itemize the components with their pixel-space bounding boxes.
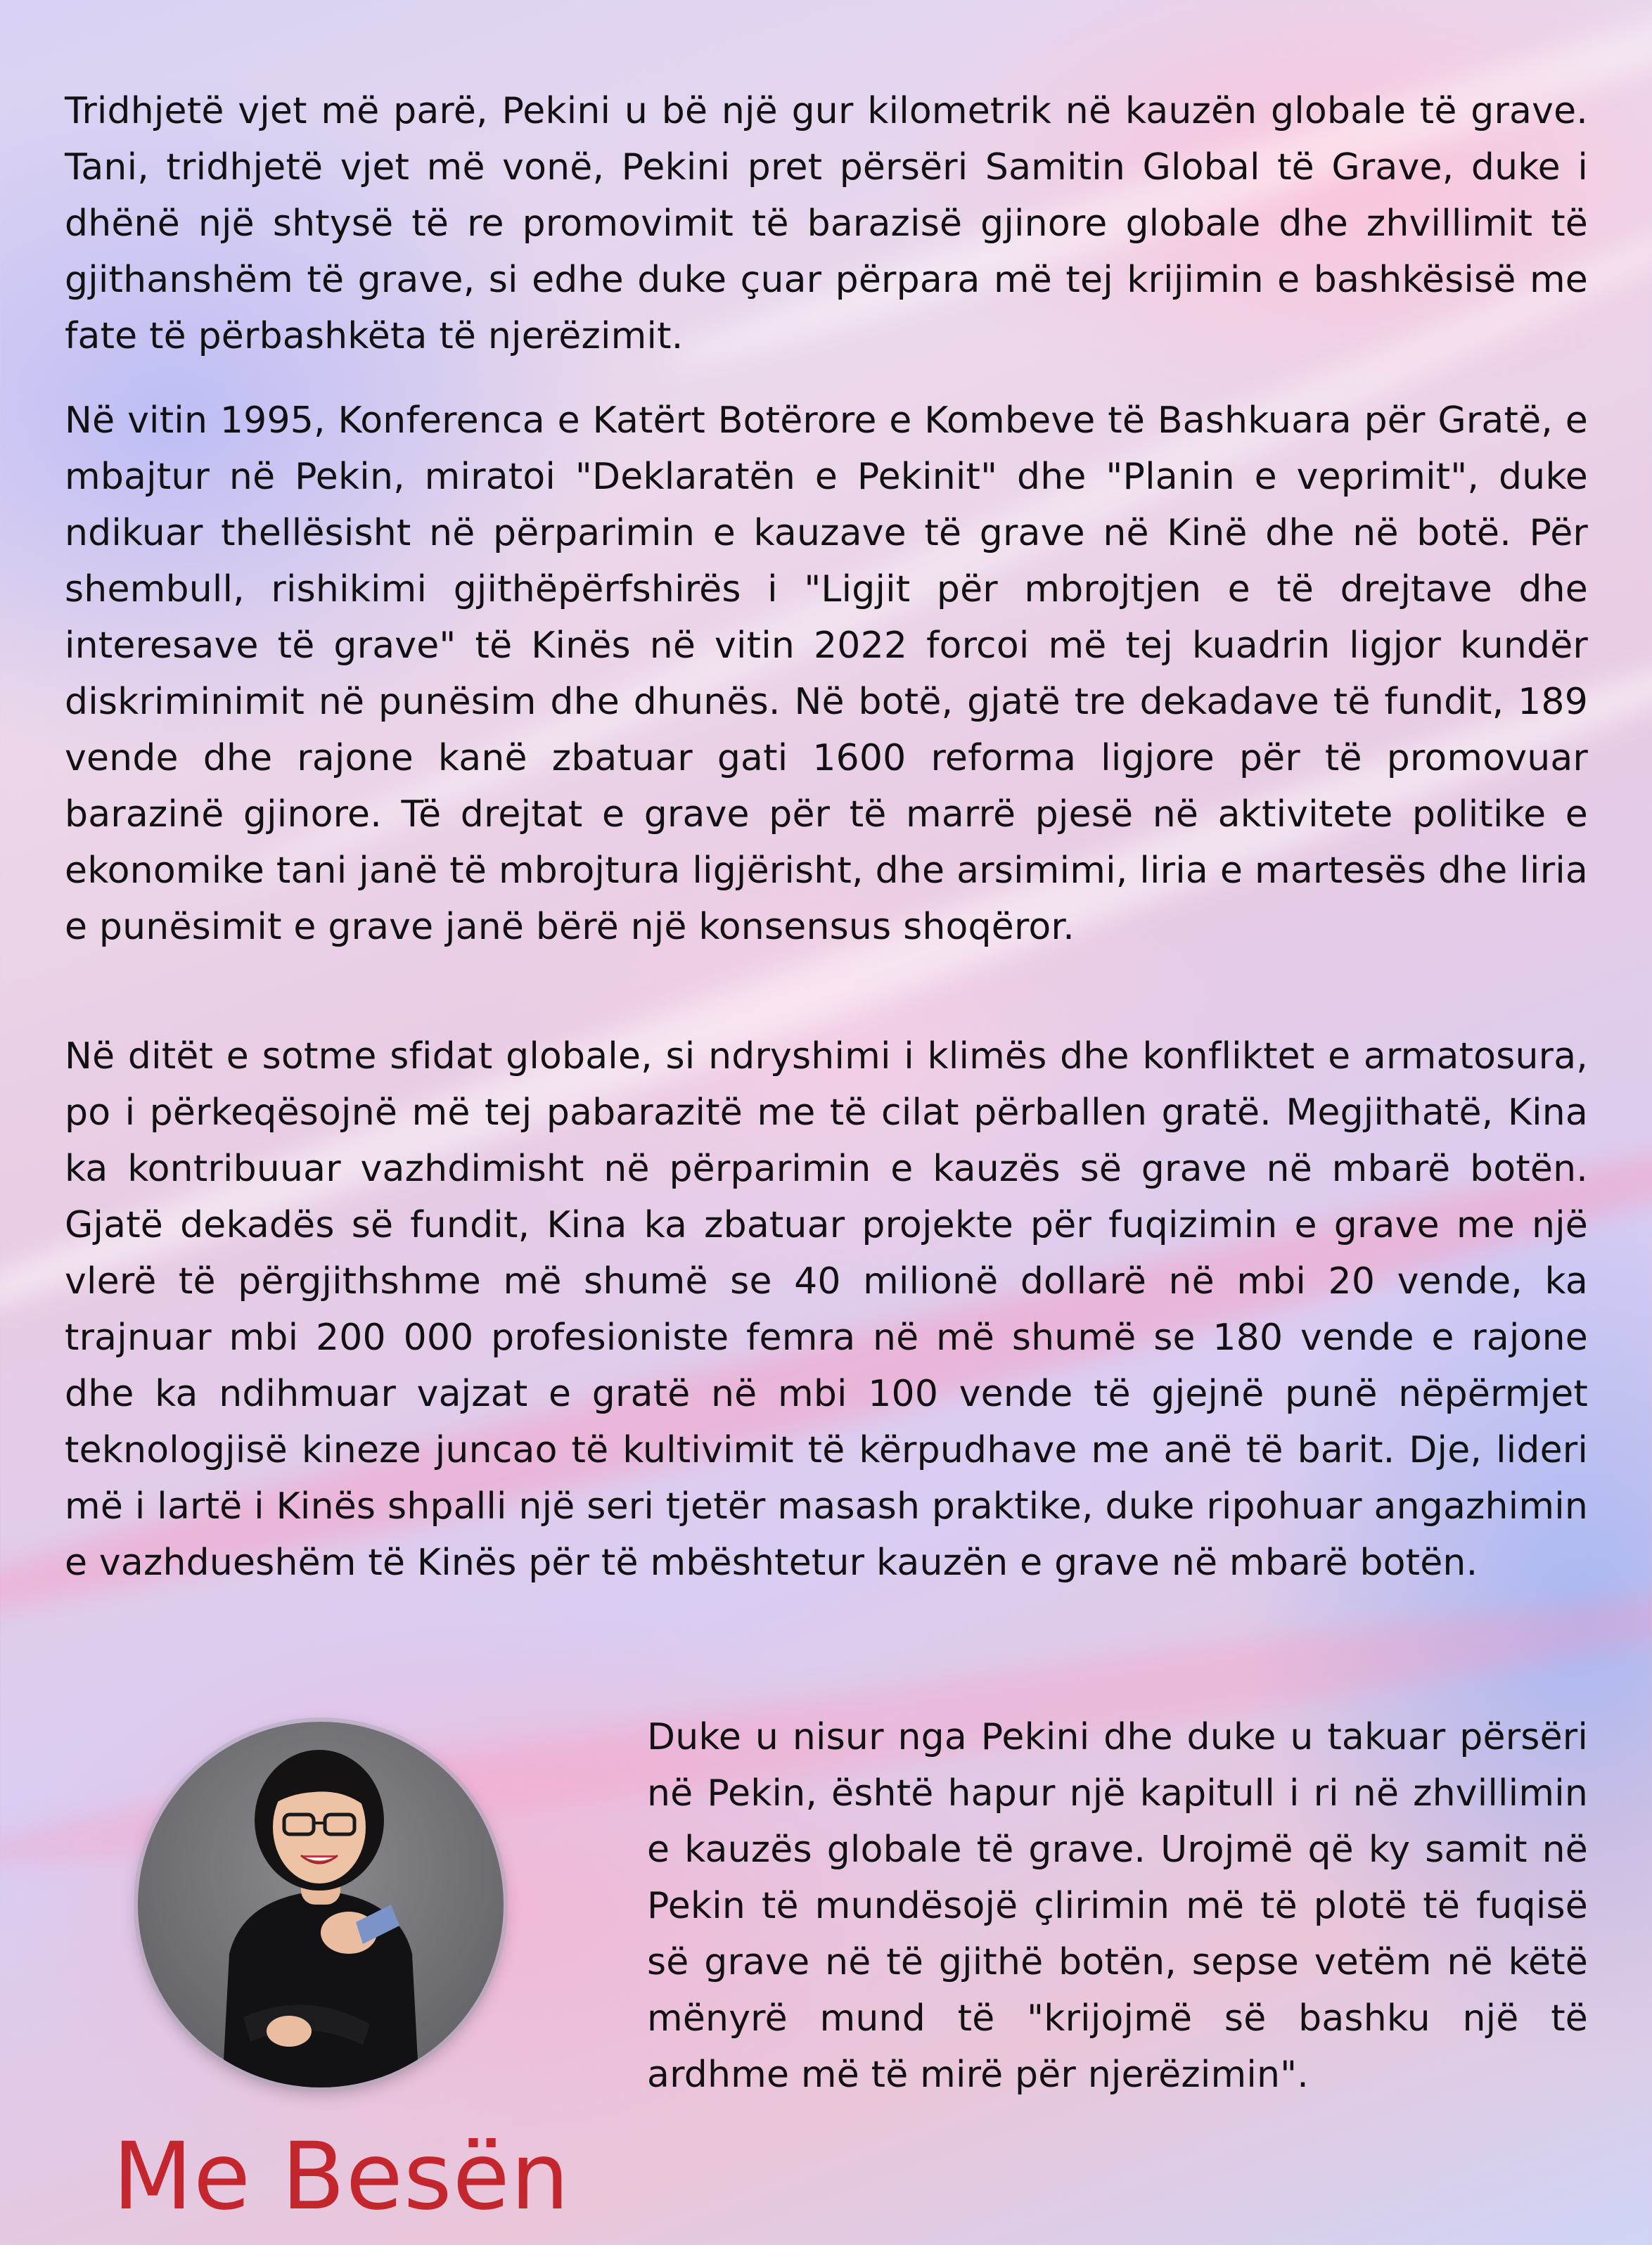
article-paragraph-1: Tridhjetë vjet më parë, Pekini u bë një gur kilometrik në kauzën globale të grave. Tani, tridhjetë vjet më vonë, Pekini pret përsëri Samitin Global të Grave, duke i dhënë një shtysë të re promovimit të barazisë gjinore globale dhe zhvillimit të gjithanshëm të grave, si edhe duke çuar përpara më tej krijimin e bashkësisë me fate të përbashkëta të njerëzimit. (65, 90, 1588, 357)
author-portrait-image (138, 1722, 504, 2087)
article-paragraph-3: Në ditët e sotme sfidat globale, si ndryshimi i klimës dhe konfliktet e armatosura, po i përkeqësojnë më tej pabarazitë me të cilat përballen gratë. Megjithatë, Kina ka kontribuuar vazhdimisht në përparimin e kauzës së grave në mbarë botën. Gjatë dekadës së fundit, Kina ka zbatuar projekte për fuqizimin e grave me një vlerë të përgjithshme më shumë se 40 milionë dollarë në mbi 20 vende, ka trajnuar mbi 200 000 profesioniste femra në më shumë se 180 vende e rajone dhe ka ndihmuar vajzat e gratë në mbi 100 vende të gjejnë punë nëpërmjet teknologjisë kineze juncao të kultivimit të kërpudhave me anë të barit. Dje, lideri më i lartë i Kinës shpalli një seri tjetër masash praktike, duke ripohuar angazhimin e vazhdueshëm të Kinës për të mbështetur kauzën e grave në mbarë botën. (65, 1035, 1588, 1584)
author-signature: Me Besën (113, 2123, 570, 2231)
article-paragraph-2: Në vitin 1995, Konferenca e Katërt Botërore e Kombeve të Bashkuara për Gratë, e mbajtur në Pekin, miratoi "Deklaratën e Pekinit" dhe "Planin e veprimit", duke ndikuar thellësisht në përparimin e kauzave të grave në Kinë dhe në botë. Për shembull, rishikimi gjithëpërfshirës i "Ligjit për mbrojtjen e të drejtave dhe interesave të grave" të Kinës në vitin 2022 forcoi më tej kuadrin ligjor kundër diskriminimit në punësim dhe dhunës. Në botë, gjatë tre dekadave të fundit, 189 vende dhe rajone kanë zbatuar gati 1600 reforma ligjore për të promovuar barazinë gjinore. Të drejtat e grave për të marrë pjesë në aktivitete politike e ekonomike tani janë të mbrojtura ligjërisht, dhe arsimimi, liria e martesës dhe liria e punësimit e grave janë bërë një konsensus shoqëror. (65, 399, 1588, 948)
article-paragraph-4: Duke u nisur nga Pekini dhe duke u takuar përsëri në Pekin, është hapur një kapitull i ri në zhvillimin e kauzës globale të grave. Urojmë që ky samit në Pekin të mundësojë çlirimin më të plotë të fuqisë së grave në të gjithë botën, sepse vetëm në këtë mënyrë mund të "krijojmë së bashku një të ardhme më të mirë për njerëzimin". (647, 1716, 1588, 2096)
author-portrait (138, 1722, 504, 2087)
